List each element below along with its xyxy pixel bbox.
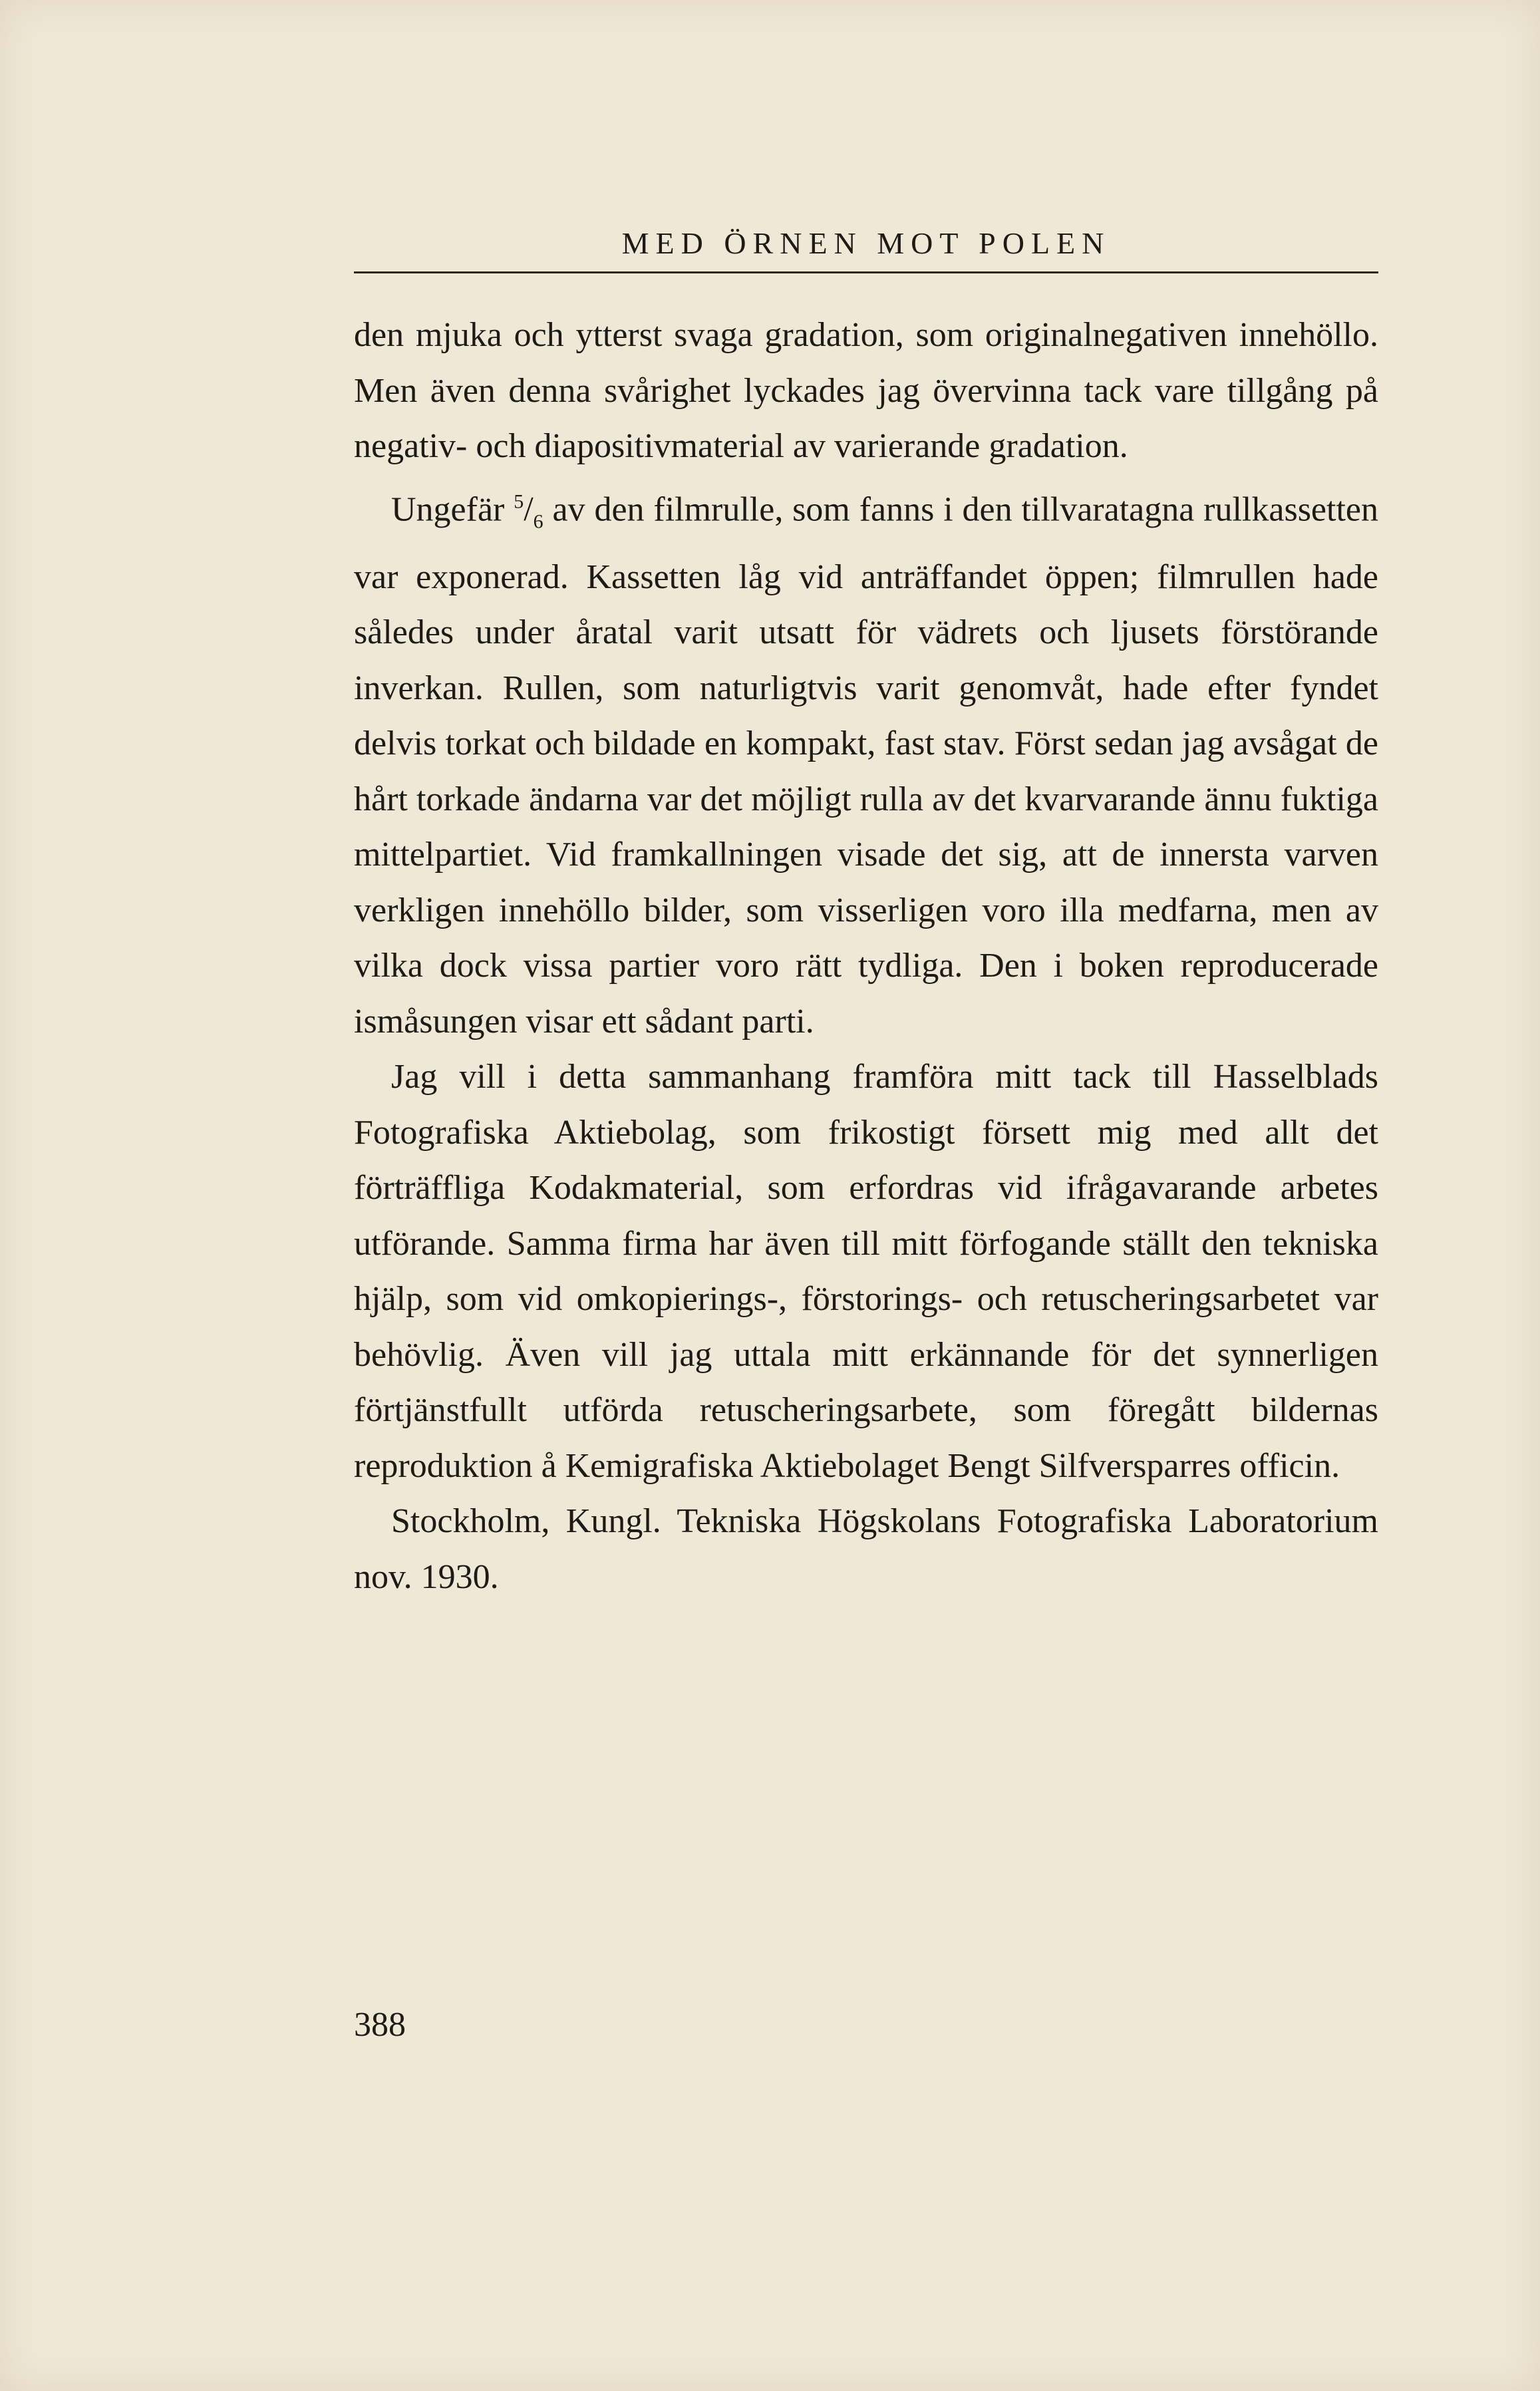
paragraph-2 bbox=[354, 474, 1378, 1050]
paragraph-3: Jag vill i detta sammanhang framföra mitt tack till Hasselblads Fotografiska Aktiebolag, som frikostigt försett mig med allt det förträffliga Kodakmaterial, som erfordras vid ifrågavarande arbetes utförande. Samma firma har även till mitt förfogande ställt den tekniska hjälp, som vid omkopierings-, förstorings- och retuscheringsarbetet var behövlig. Även vill jag uttala mitt erkännande för det synnerligen förtjänstfullt utförda retuscheringsarbete, som föregått bildernas reproduktion å Kemigrafiska Aktiebolaget Bengt Silfversparres officin. bbox=[354, 1058, 1378, 1485]
fraction-denominator: 6 bbox=[533, 510, 543, 533]
header-rule bbox=[354, 271, 1378, 273]
page-number: 388 bbox=[354, 2006, 406, 2044]
running-head: MED ÖRNEN MOT POLEN bbox=[621, 226, 1111, 260]
fraction-numerator: 5 bbox=[514, 490, 524, 513]
body-text bbox=[354, 307, 1378, 1605]
paragraph-4: Stockholm, Kungl. Tekniska Högskolans Fotografiska Laboratorium nov. 1930. bbox=[354, 1502, 1378, 1596]
paragraph-1: den mjuka och ytterst svaga gradation, som originalnegativen innehöllo. Men även denna svårighet lyckades jag övervinna tack vare tillgång på negativ- och diapositivmaterial av varierande gradation. bbox=[354, 316, 1378, 465]
fraction-five-sixths: $^5/_6$ bbox=[514, 490, 543, 533]
paragraph-2-start: Ungefär bbox=[391, 490, 514, 528]
paragraph-2-rest: av den filmrulle, som fanns i den tillvaratagna rullkassetten var exponerad. Kassetten låg vid anträffandet öppen; filmrullen hade således under åratal varit utsatt för vädrets och ljusets förstörande inverkan. Rullen, som naturligtvis varit genomvåt, hade efter fyndet delvis torkat och bildade en kompakt, fast stav. Först sedan jag avsågat de hårt torkade ändarna var det möjligt rulla av det kvarvarande ännu fuktiga mittelpartiet. Vid framkallningen visade det sig, att de innersta varven verkligen innehöllo bilder, som visserligen voro illa medfarna, men av vilka dock vissa partier voro rätt tydliga. Den i boken reproducerade ismåsungen visar ett sådant parti. bbox=[354, 490, 1378, 1040]
